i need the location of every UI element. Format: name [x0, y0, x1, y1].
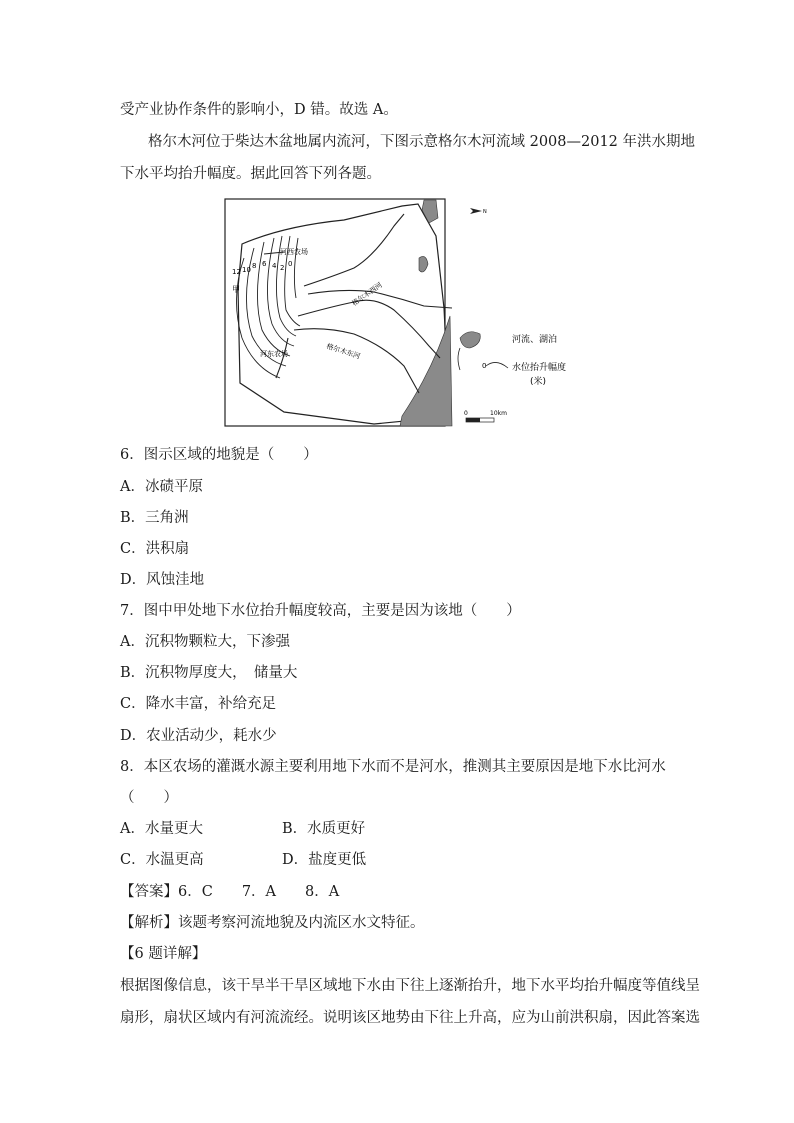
question-8-option-d: D．盐度更低 — [282, 852, 367, 868]
map-frame — [225, 199, 445, 426]
contour-label: 10 — [242, 266, 251, 274]
label-river-east: 格尔木东河 — [325, 342, 362, 361]
contour-label: 12 — [232, 268, 241, 276]
question-7-option-d: D．农业活动少，耗水少 — [120, 728, 277, 744]
legend-contour-unit: (米) — [530, 377, 547, 387]
question-8-stem-cont: （ ） — [120, 790, 178, 806]
detail-line: 扇形，扇状区域内有河流流经。说明该区地势由下往上升高，应为山前洪积扇，因此答案选 — [120, 1010, 700, 1026]
legend-river-line — [458, 348, 460, 370]
text-line: 受产业协作条件的影响小，D 错。故选 A。 — [120, 102, 398, 118]
legend-contour-line — [486, 362, 508, 368]
question-7-option-b: B．沉积物厚度大， 储量大 — [120, 665, 298, 681]
question-8-stem: 8．本区农场的灌溉水源主要利用地下水而不是河水，推测其主要原因是地下水比河水 — [120, 759, 666, 775]
svg-text:10km: 10km — [490, 410, 507, 417]
question-8-option-b: B．水质更好 — [282, 821, 366, 837]
question-7-stem: 7．图中甲处地下水位抬升幅度较高，主要是因为该地（ ） — [120, 603, 521, 619]
question-6-stem: 6．图示区域的地貌是（ ） — [120, 447, 318, 463]
question-8-option-a: A．水量更大 — [120, 821, 203, 837]
groundwater-map — [224, 198, 567, 430]
contour-label: 6 — [262, 260, 267, 268]
question-7-option-a: A．沉积物颗粒大，下渗强 — [120, 634, 290, 650]
north-arrow-icon — [470, 208, 487, 215]
svg-text:0: 0 — [464, 410, 468, 417]
label-river-west: 格尔木西河 — [350, 281, 384, 308]
question-7-option-c: C．降水丰富，补给充足 — [120, 696, 277, 712]
legend-river-label: 河流、湖泊 — [512, 335, 558, 345]
answer-line: 【答案】6．C 7．A 8．A — [120, 884, 340, 900]
text-line: 下水平均抬升幅度。据此回答下列各题。 — [120, 166, 381, 182]
label-farm-east: 河东农场 — [260, 350, 288, 358]
question-6-option-b: B．三角洲 — [120, 510, 189, 526]
question-6-option-d: D．风蚀洼地 — [120, 572, 205, 588]
svg-text:N: N — [483, 209, 487, 215]
contour-label: 4 — [272, 262, 277, 270]
question-8-option-c: C．水温更高 — [120, 852, 204, 868]
contour-label: 2 — [280, 264, 285, 272]
label-jia: 甲 — [232, 285, 240, 294]
question-6-option-a: A．冰碛平原 — [120, 479, 203, 495]
detail-line: 根据图像信息，该干旱半干旱区域地下水由下往上逐渐抬升，地下水平均抬升幅度等值线呈 — [120, 978, 700, 994]
contour-label: 8 — [252, 262, 257, 270]
scale-bar — [464, 410, 507, 422]
legend-contour-value: 0 — [482, 362, 487, 370]
contour-label: 0 — [288, 260, 293, 268]
legend-contour-label: 水位抬升幅度 — [512, 363, 567, 373]
detail-title: 【6 题详解】 — [120, 946, 207, 962]
text-line: 格尔木河位于柴达木盆地属内流河，下图示意格尔木河流域 2008—2012 年洪水期地 — [148, 134, 696, 150]
label-farm-west: 河西农场 — [280, 248, 308, 256]
legend-river-icon — [460, 332, 480, 348]
analysis-line: 【解析】该题考察河流地貌及内流区水文特征。 — [120, 915, 425, 931]
question-6-option-c: C．洪积扇 — [120, 541, 190, 557]
